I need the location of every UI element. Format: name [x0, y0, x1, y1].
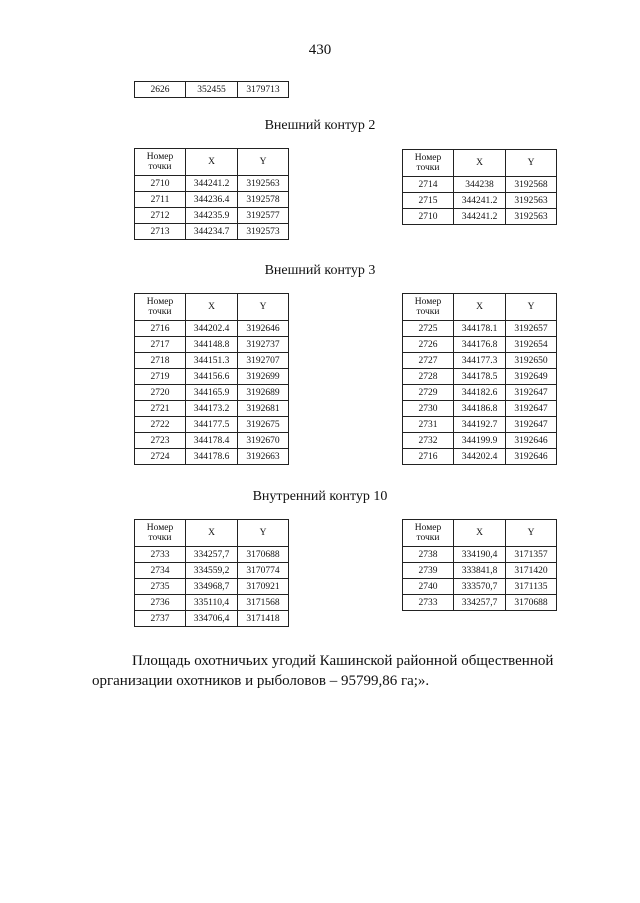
y-header: Y — [238, 149, 289, 176]
table-row — [135, 579, 289, 595]
x-cell: 344199.9 — [454, 433, 506, 449]
x-cell: 344178.5 — [454, 369, 506, 385]
x-cell: 344182.6 — [454, 385, 506, 401]
inner-10-left-table — [134, 519, 289, 627]
point-number-cell: 2728 — [403, 369, 454, 385]
point-number-cell: 2715 — [403, 193, 454, 209]
table-row — [135, 224, 289, 240]
y-cell: 3192578 — [238, 192, 289, 208]
x-header: X — [454, 294, 506, 321]
y-cell: 3192681 — [238, 401, 289, 417]
table-row — [403, 449, 557, 465]
y-cell: 3171135 — [506, 579, 557, 595]
point-number-cell: 2723 — [135, 433, 186, 449]
point-number-cell: 2739 — [403, 563, 454, 579]
x-cell: 344173.2 — [186, 401, 238, 417]
point-number-header: Номер точки — [403, 294, 454, 321]
outer-3-right-table — [402, 293, 557, 465]
table-row — [403, 177, 557, 193]
x-cell: 344236.4 — [186, 192, 238, 208]
table-row — [135, 208, 289, 224]
table-row — [135, 417, 289, 433]
point-number-cell: 2626 — [135, 82, 186, 98]
y-cell: 3192568 — [506, 177, 557, 193]
table-row — [135, 595, 289, 611]
x-cell: 344241.2 — [186, 176, 238, 192]
y-cell: 3192649 — [506, 369, 557, 385]
point-number-cell: 2722 — [135, 417, 186, 433]
y-cell: 3171418 — [238, 611, 289, 627]
outer-3-left-table — [134, 293, 289, 465]
y-cell: 3192573 — [238, 224, 289, 240]
table-row — [135, 337, 289, 353]
y-header: Y — [506, 150, 557, 177]
x-cell: 344156.6 — [186, 369, 238, 385]
point-number-cell: 2725 — [403, 321, 454, 337]
y-cell: 3170774 — [238, 563, 289, 579]
table-row — [135, 563, 289, 579]
table-row — [135, 176, 289, 192]
y-cell: 3192563 — [506, 209, 557, 225]
point-number-header: Номер точки — [135, 520, 186, 547]
y-header: Y — [506, 520, 557, 547]
x-header: X — [186, 294, 238, 321]
x-cell: 334559,2 — [186, 563, 238, 579]
y-cell: 3192647 — [506, 401, 557, 417]
x-cell: 333570,7 — [454, 579, 506, 595]
y-cell: 3171357 — [506, 547, 557, 563]
x-cell: 344178.1 — [454, 321, 506, 337]
y-header: Y — [238, 294, 289, 321]
outer-2-left-table — [134, 148, 289, 240]
table-row — [135, 369, 289, 385]
table-row — [403, 209, 557, 225]
table-row — [403, 433, 557, 449]
y-cell: 3192675 — [238, 417, 289, 433]
x-cell: 344178.4 — [186, 433, 238, 449]
y-cell: 3192563 — [238, 176, 289, 192]
y-cell: 3192650 — [506, 353, 557, 369]
x-cell: 352455 — [186, 82, 238, 98]
y-cell: 3179713 — [238, 82, 289, 98]
table-row — [403, 563, 557, 579]
y-cell: 3170688 — [506, 595, 557, 611]
table-row — [135, 353, 289, 369]
x-cell: 344238 — [454, 177, 506, 193]
point-number-cell: 2733 — [135, 547, 186, 563]
x-header: X — [454, 520, 506, 547]
x-cell: 344176.8 — [454, 337, 506, 353]
point-number-cell: 2733 — [403, 595, 454, 611]
y-cell: 3171420 — [506, 563, 557, 579]
table-header-row — [135, 149, 289, 176]
table-row — [403, 321, 557, 337]
outer-2-right-table — [402, 149, 557, 225]
x-cell: 344148.8 — [186, 337, 238, 353]
x-cell: 344177.5 — [186, 417, 238, 433]
section-heading-outer-3: Внешний контур 3 — [264, 263, 376, 278]
inner-10-right-table — [402, 519, 557, 611]
y-cell: 3192646 — [506, 449, 557, 465]
table-row — [135, 449, 289, 465]
point-number-cell: 2717 — [135, 337, 186, 353]
table-row — [403, 547, 557, 563]
table-header-row — [135, 294, 289, 321]
point-number-cell: 2734 — [135, 563, 186, 579]
point-number-cell: 2712 — [135, 208, 186, 224]
table-row — [403, 337, 557, 353]
point-number-header: Номер точки — [135, 294, 186, 321]
y-cell: 3192707 — [238, 353, 289, 369]
point-number-cell: 2720 — [135, 385, 186, 401]
y-cell: 3192646 — [238, 321, 289, 337]
table-row — [403, 353, 557, 369]
table-row — [135, 321, 289, 337]
point-number-cell: 2710 — [403, 209, 454, 225]
x-cell: 344151.3 — [186, 353, 238, 369]
point-number-cell: 2732 — [403, 433, 454, 449]
x-cell: 335110,4 — [186, 595, 238, 611]
x-cell: 344234.7 — [186, 224, 238, 240]
y-header: Y — [238, 520, 289, 547]
table-header-row — [403, 150, 557, 177]
table-row — [403, 193, 557, 209]
y-cell: 3192577 — [238, 208, 289, 224]
table-row — [403, 385, 557, 401]
table-row — [135, 433, 289, 449]
x-cell: 333841,8 — [454, 563, 506, 579]
table-header-row — [403, 294, 557, 321]
x-cell: 344202.4 — [186, 321, 238, 337]
point-number-header: Номер точки — [403, 520, 454, 547]
y-cell: 3171568 — [238, 595, 289, 611]
point-number-cell: 2710 — [135, 176, 186, 192]
area-summary-paragraph: Площадь охотничьих угодий Кашинской районной общественной организации охотников и рыболовов – 95799,86 га;». — [92, 653, 554, 689]
point-number-cell: 2713 — [135, 224, 186, 240]
y-cell: 3192670 — [238, 433, 289, 449]
point-number-cell: 2726 — [403, 337, 454, 353]
table-row — [135, 192, 289, 208]
table-row — [135, 401, 289, 417]
table-row — [403, 417, 557, 433]
point-number-cell: 2740 — [403, 579, 454, 595]
table-row — [403, 579, 557, 595]
point-number-cell: 2719 — [135, 369, 186, 385]
x-cell: 344186.8 — [454, 401, 506, 417]
x-cell: 334257,7 — [454, 595, 506, 611]
point-number-header: Номер точки — [403, 150, 454, 177]
y-cell: 3192654 — [506, 337, 557, 353]
x-cell: 344241.2 — [454, 193, 506, 209]
table-header-row — [135, 520, 289, 547]
point-number-cell: 2718 — [135, 353, 186, 369]
point-number-cell: 2731 — [403, 417, 454, 433]
point-number-cell: 2735 — [135, 579, 186, 595]
table-row — [135, 611, 289, 627]
point-number-cell: 2730 — [403, 401, 454, 417]
table-row — [403, 401, 557, 417]
y-cell: 3192699 — [238, 369, 289, 385]
x-cell: 344235.9 — [186, 208, 238, 224]
point-number-cell: 2738 — [403, 547, 454, 563]
table-header-row — [403, 520, 557, 547]
point-number-cell: 2729 — [403, 385, 454, 401]
y-cell: 3192657 — [506, 321, 557, 337]
x-cell: 334190,4 — [454, 547, 506, 563]
point-number-cell: 2737 — [135, 611, 186, 627]
x-cell: 344165.9 — [186, 385, 238, 401]
table-row — [135, 547, 289, 563]
top-continuation-table — [134, 81, 289, 98]
table-row — [403, 595, 557, 611]
x-cell: 334706,4 — [186, 611, 238, 627]
y-cell: 3192663 — [238, 449, 289, 465]
point-number-cell: 2714 — [403, 177, 454, 193]
point-number-cell: 2716 — [403, 449, 454, 465]
y-cell: 3192737 — [238, 337, 289, 353]
y-cell: 3192563 — [506, 193, 557, 209]
y-cell: 3170688 — [238, 547, 289, 563]
point-number-header: Номер точки — [135, 149, 186, 176]
x-header: X — [186, 520, 238, 547]
page-number: 430 — [308, 42, 332, 58]
y-cell: 3192689 — [238, 385, 289, 401]
x-cell: 344178.6 — [186, 449, 238, 465]
point-number-cell: 2727 — [403, 353, 454, 369]
point-number-cell: 2736 — [135, 595, 186, 611]
point-number-cell: 2724 — [135, 449, 186, 465]
y-header: Y — [506, 294, 557, 321]
y-cell: 3170921 — [238, 579, 289, 595]
x-cell: 344241.2 — [454, 209, 506, 225]
section-heading-inner-10: Внутренний контур 10 — [252, 489, 388, 504]
y-cell: 3192646 — [506, 433, 557, 449]
table-row — [403, 369, 557, 385]
y-cell: 3192647 — [506, 385, 557, 401]
x-cell: 344202.4 — [454, 449, 506, 465]
x-cell: 344192.7 — [454, 417, 506, 433]
x-header: X — [454, 150, 506, 177]
y-cell: 3192647 — [506, 417, 557, 433]
section-heading-outer-2: Внешний контур 2 — [264, 118, 376, 133]
table-row — [135, 385, 289, 401]
x-cell: 334257,7 — [186, 547, 238, 563]
x-cell: 334968,7 — [186, 579, 238, 595]
x-cell: 344177.3 — [454, 353, 506, 369]
point-number-cell: 2711 — [135, 192, 186, 208]
table-row — [135, 82, 289, 98]
x-header: X — [186, 149, 238, 176]
point-number-cell: 2716 — [135, 321, 186, 337]
point-number-cell: 2721 — [135, 401, 186, 417]
